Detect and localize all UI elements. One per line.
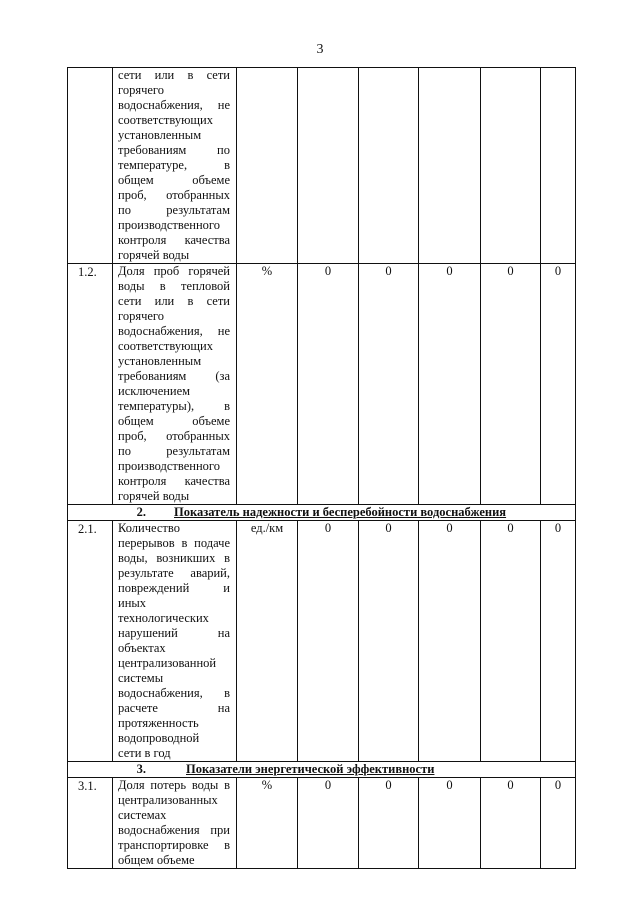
value-cell — [541, 68, 576, 264]
indicators-table — [67, 67, 576, 869]
description-line: воды, возникших в — [118, 551, 230, 565]
indicator-description — [113, 778, 237, 869]
row-number — [68, 68, 113, 264]
value-cell: 0 — [481, 778, 541, 869]
description-line: производственного — [118, 459, 220, 473]
description-line: соответствующих — [118, 339, 213, 353]
value-cell: 0 — [359, 264, 419, 505]
description-line: по результатам — [118, 203, 230, 217]
row-number: 1.2. — [68, 264, 113, 505]
description-line: повреждений и — [118, 581, 230, 595]
value-cell: 0 — [481, 521, 541, 762]
unit-cell — [237, 68, 298, 264]
value-cell: 0 — [359, 778, 419, 869]
value-cell — [359, 68, 419, 264]
value-cell: 0 — [541, 778, 576, 869]
description-line: Доля потерь воды в — [118, 778, 230, 792]
unit-cell: % — [237, 264, 298, 505]
value-cell: 0 — [359, 521, 419, 762]
indicator-description — [113, 68, 237, 264]
description-line: системах — [118, 808, 167, 822]
description-line: системы — [118, 671, 164, 685]
description-line: проб, отобранных — [118, 429, 230, 443]
row-number: 3.1. — [68, 778, 113, 869]
description-line: горячего — [118, 309, 164, 323]
description-line: по результатам — [118, 444, 230, 458]
description-line: контроля качества — [118, 233, 230, 247]
section-title: Показатели энергетической эффективности — [186, 762, 435, 776]
description-line: соответствующих — [118, 113, 213, 127]
description-line: централизованной — [118, 656, 217, 670]
description-line: водоснабжения, не — [118, 324, 230, 338]
description-line: установленным — [118, 354, 202, 368]
value-cell: 0 — [481, 264, 541, 505]
section-number: 2. — [136, 505, 146, 519]
table-row — [68, 778, 576, 869]
value-cell — [481, 68, 541, 264]
description-line: расчете на — [118, 701, 230, 715]
description-line: сети или в сети — [118, 294, 230, 308]
table-row — [68, 264, 576, 505]
value-cell: 0 — [298, 778, 359, 869]
description-line: установленным — [118, 128, 202, 142]
description-line: технологических — [118, 611, 209, 625]
description-line: перерывов в подаче — [118, 536, 230, 550]
description-line: общем объеме — [118, 853, 195, 867]
description-line: объектах — [118, 641, 166, 655]
description-line: исключением — [118, 384, 191, 398]
section-header-cell — [68, 505, 576, 521]
value-cell — [298, 68, 359, 264]
description-line: централизованных — [118, 793, 218, 807]
description-line: транспортировке в — [118, 838, 230, 852]
section-number: 3. — [136, 762, 146, 776]
value-cell: 0 — [541, 521, 576, 762]
description-line: водоснабжения, в — [118, 686, 230, 700]
description-line: контроля качества — [118, 474, 230, 488]
page-number: 3 — [316, 42, 324, 57]
section-header-row — [68, 505, 576, 521]
unit-cell: ед./км — [237, 521, 298, 762]
description-line: Количество — [118, 521, 180, 535]
value-cell: 0 — [419, 264, 481, 505]
description-line: водоснабжения, не — [118, 98, 230, 112]
description-line: горячего — [118, 83, 164, 97]
value-cell: 0 — [298, 521, 359, 762]
description-line: горячей воды — [118, 489, 190, 503]
indicator-description — [113, 264, 237, 505]
description-line: водоснабжения при — [118, 823, 230, 837]
description-line: общем объеме — [118, 173, 230, 187]
table-row — [68, 68, 576, 264]
value-cell: 0 — [419, 521, 481, 762]
description-line: температуре, в — [118, 158, 230, 172]
description-line: воды в тепловой — [118, 279, 230, 293]
section-header-row — [68, 762, 576, 778]
value-cell: 0 — [541, 264, 576, 505]
section-header-cell — [68, 762, 576, 778]
description-line: иных — [118, 596, 147, 610]
description-line: протяженность — [118, 716, 199, 730]
description-line: Доля проб горячей — [118, 264, 230, 278]
indicator-description — [113, 521, 237, 762]
description-line: водопроводной — [118, 731, 200, 745]
row-number: 2.1. — [68, 521, 113, 762]
description-line: температуры), в — [118, 399, 230, 413]
description-line: результате аварий, — [118, 566, 230, 580]
description-line: производственного — [118, 218, 220, 232]
description-line: требованиям (за — [118, 369, 230, 383]
description-line: сети в год — [118, 746, 171, 760]
value-cell: 0 — [419, 778, 481, 869]
value-cell: 0 — [298, 264, 359, 505]
section-title: Показатель надежности и бесперебойности водоснабжения — [174, 505, 507, 519]
value-cell — [419, 68, 481, 264]
description-line: требованиям по — [118, 143, 230, 157]
unit-cell: % — [237, 778, 298, 869]
description-line: нарушений на — [118, 626, 230, 640]
table-row — [68, 521, 576, 762]
description-line: общем объеме — [118, 414, 230, 428]
description-line: проб, отобранных — [118, 188, 230, 202]
description-line: горячей воды — [118, 248, 190, 262]
description-line: сети или в сети — [118, 68, 230, 82]
